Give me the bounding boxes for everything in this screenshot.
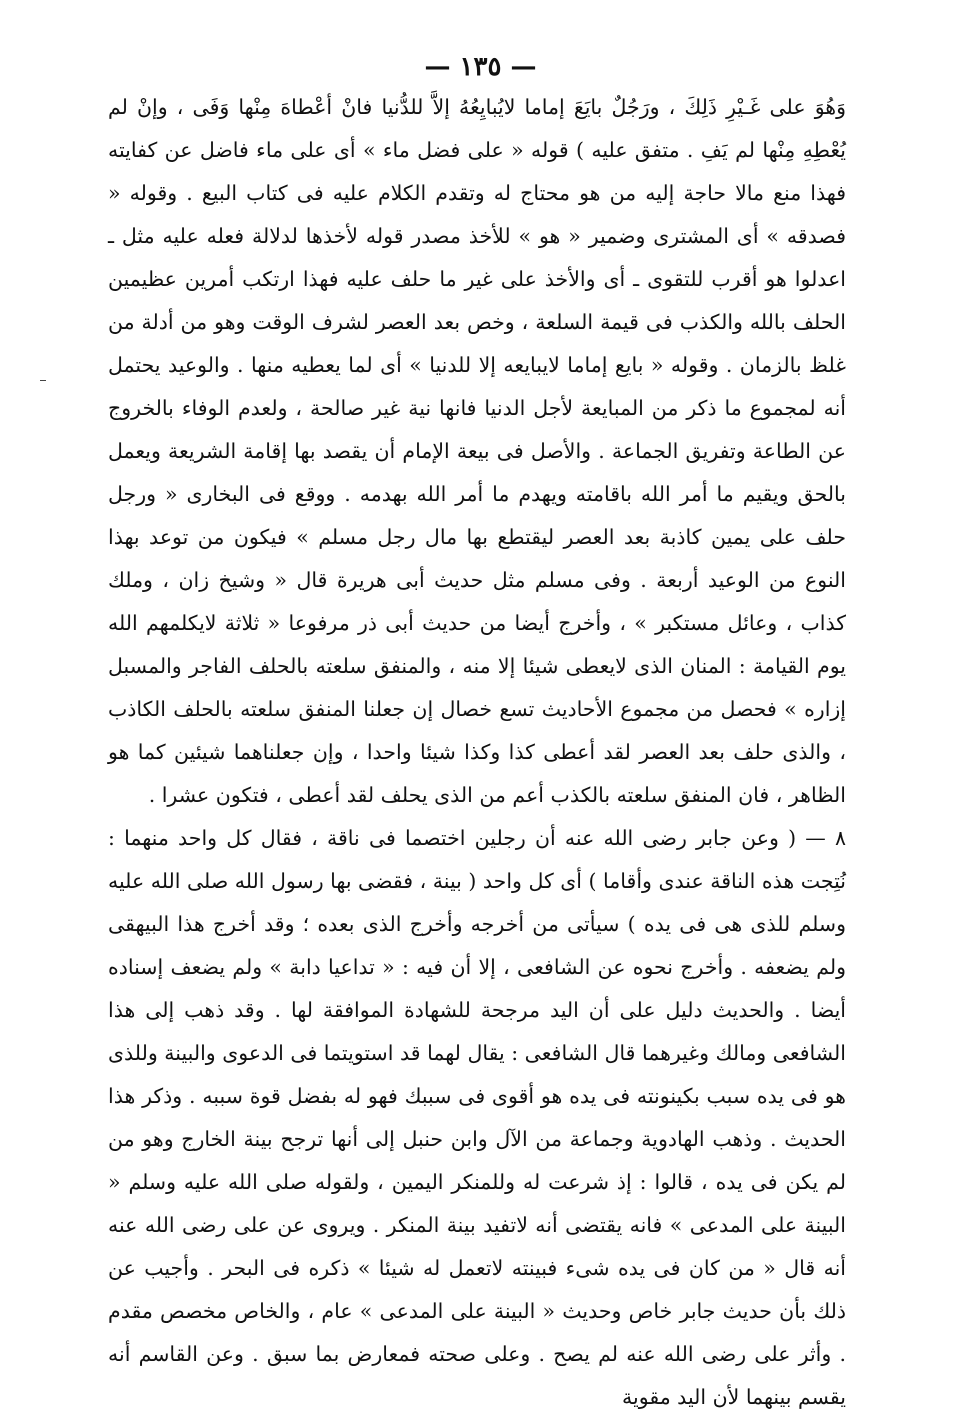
paragraph-hadith-8 (108, 817, 846, 1419)
page-number: — ١٣٥ — (424, 52, 537, 82)
paragraph-text: ٨ — ( وعن جابر رضى الله عنه أن رجلين اختصما فى ناقة ، فقال كل واحد منهما : نُتِجت هذه الناقة عندى وأقاما ) أى كل واحد ( بينة ، فقضى بها رسول الله صلى الله عليه وسلم للذى هى فى يده ) سيأتى من أخرجه وأخرج الذى بعده ؛ وقد أخرج هذا البيهقى ولم يضعفه . وأخرج نحوه عن الشافعى ، إلا أن فيه : « تداعيا دابة » ولم يضعف إسناده أيضا . والحديث دليل على أن اليد مرجحة للشهادة الموافقة لها . وقد ذهب إلى هذا الشافعى ومالك وغيرهما قال الشافعى : يقال لهما قد استويتما فى الدعوى والبينة وللذى هو فى يده سبب بكينونته فى يده هو أقوى فى سببك فهو له بفضل قوة سببه . وذكر هذا الحديث . وذهب الهادوية وجماعة من الآل وابن حنبل إلى أنها ترجح بينة الخارج وهو من لم يكن فى يده ، قالوا : إذ شرعت له وللمنكر اليمين ، ولقوله صلى الله عليه وسلم « البينة على المدعى » فانه يقتضى أنه لاتفيد بينة المنكر . ويروى عن على رضى الله عنه أنه قال « من كان فى يده شىء فبينته لاتعمل له شيئا » ذكره فى البحر . وأجيب عن ذلك بأن حديث جابر خاص وحديث « البينة على المدعى » عام ، والخاص مخصص مقدم . وأثر على رضى الله عنه لم يصح . وعلى صحته فمعارض بما سبق . وعن القاسم أنه يقسم بينهما لأن اليد مقوية (108, 826, 846, 1409)
paragraph-text: وَهُوَ على غَـيْرِ ذَلِكَ ، ورَجُلٌ بايَعَ إماما لايُبايِعُهُ إلاَّ للدُّنيا فانْ أعْطاهَ مِنْها وَفَى ، وإنْ لم يُعْطِهِ مِنْها لم يَفِ . متفق عليه ) قوله « على فضل ماء » أى على ماء فاضل عن كفايته فهذا منع مالا حاجة إليه من هو محتاج له وتقدم الكلام عليه فى كتاب البيع . وقوله « فصدقه » أى المشترى وضمير « هو » للأخذ مصدر قوله لأخذها لدلالة فعله عليه مثل ـ اعدلوا هو أقرب للتقوى ـ أى والأخذ على غير ما حلف عليه فهذا ارتكب أمرين عظيمين الحلف بالله والكذب فى قيمة السلعة ، وخص بعد العصر لشرف الوقت وهو من أدلة من غلظ بالزمان . وقوله « بايع إماما لايبايعه إلا للدنيا » أى لما يعطيه منها . والوعيد يحتمل أنه لمجموع ما ذكر من المبايعة لأجل الدنيا فانها نية غير صالحة ، ولعدم الوفاء بالخروج عن الطاعة وتفريق الجماعة . والأصل فى بيعة الإمام أن يقصد بها إقامة الشريعة ويعمل بالحق ويقيم ما أمر الله باقامته ويهدم ما أمر الله بهدمه . ووقع فى البخارى « ورجل حلف على يمين كاذبة بعد العصر ليقتطع بها مال رجل مسلم » فيكون من توعد بهذا النوع من الوعيد أربعة . وفى مسلم مثل حديث أبى هريرة قال « وشيخ زان ، وملك كذاب ، وعائل مستكبر » ، وأخرج أيضا من حديث أبى ذر مرفوعا « ثلاثة لايكلمهم الله يوم القيامة : المنان الذى لايعطى شيئا إلا منه ، والمنفق سلعته بالحلف الفاجر والمسبل إزاره » فحصل من مجموع الأحاديث تسع خصال إن جعلنا المنفق سلعته بالحلف الكاذب ، والذى حلف بعد العصر لقد أعطى كذا وكذا شيئا واحدا ، وإن جعلناهما شيئين كما هو الظاهر ، فان المنفق سلعته بالكذب أعم من الذى يحلف لقد أعطى ، فتكون عشرا . (108, 95, 847, 807)
margin-mark (40, 380, 46, 381)
paragraph-commentary (108, 86, 846, 817)
